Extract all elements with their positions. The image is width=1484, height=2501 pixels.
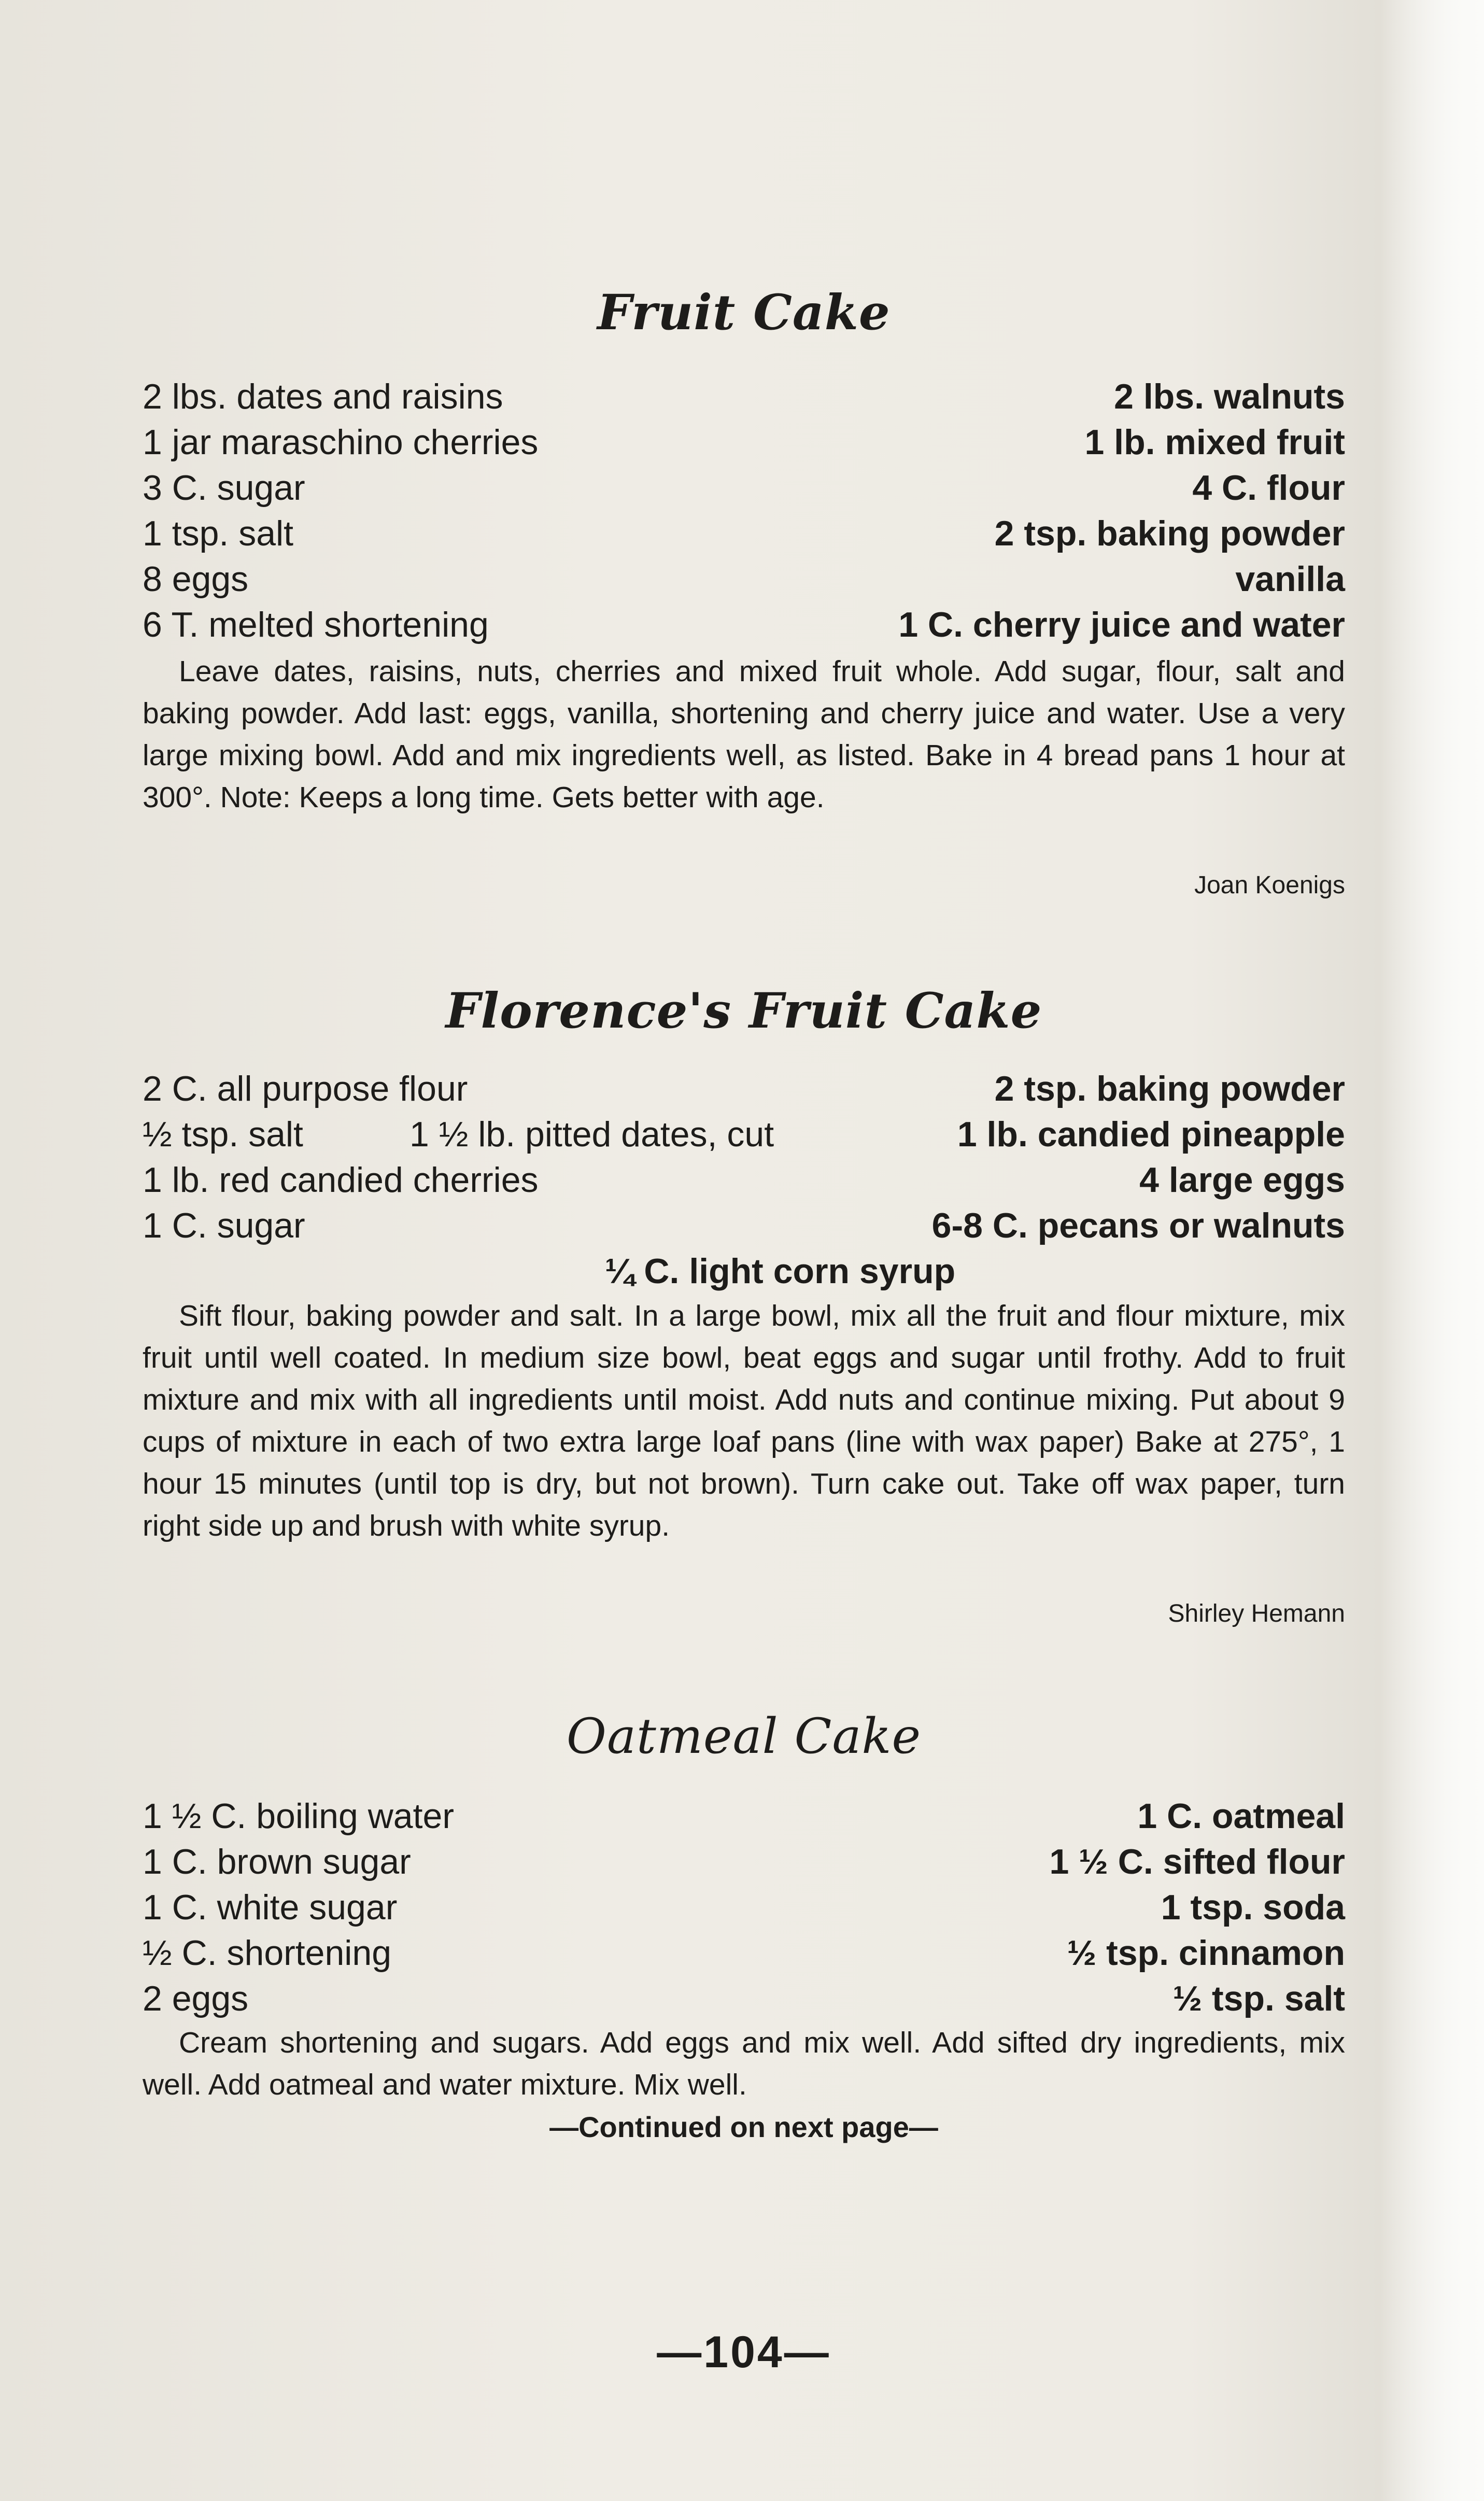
- ingredient-row: [143, 1202, 1345, 1249]
- ingredient-left: 1 ½ C. boiling water: [143, 1796, 454, 1836]
- ingredient-right: 1 C. oatmeal: [1137, 1796, 1345, 1836]
- ingredient-left: 1 tsp. salt: [143, 514, 294, 553]
- ingredient-left: 6 T. melted shortening: [143, 605, 489, 644]
- ingredient-right: 1 ½ C. sifted flour: [1049, 1842, 1345, 1881]
- ingredient-row: [143, 1065, 1345, 1112]
- ingredient-row: [143, 465, 1345, 511]
- ingredient-right: 2 tsp. baking powder: [994, 514, 1345, 553]
- ingredient-left: 1 lb. red candied cherries: [143, 1160, 539, 1200]
- ingredient-right: 4 large eggs: [1139, 1160, 1345, 1200]
- ingredient-row: [143, 556, 1345, 602]
- ingredient-left: 1 jar maraschino cherries: [143, 423, 539, 462]
- recipe-title-fruit-cake: Fruit Cake: [597, 284, 891, 341]
- ingredient-row: [143, 1884, 1345, 1931]
- ingredient-row: [143, 1248, 1345, 1295]
- continued-note: —Continued on next page—: [549, 2111, 938, 2143]
- ingredient-left: 2 lbs. dates and raisins: [143, 377, 503, 416]
- ingredient-right: vanilla: [1235, 559, 1345, 599]
- ingredient-right: 2 lbs. walnuts: [1114, 377, 1345, 416]
- ingredient-center: ¼ C. light corn syrup: [604, 1252, 956, 1291]
- recipe-directions: Cream shortening and sugars. Add eggs and mix well. Add sifted dry ingredients, mix well. Add oatmeal and water mixture. Mix well.: [143, 2026, 1345, 2101]
- ingredient-right: 1 lb. mixed fruit: [1084, 423, 1345, 462]
- ingredient-middle: 1 ½ lb. pitted dates, cut: [409, 1115, 774, 1154]
- ingredient-row: [143, 1111, 1345, 1158]
- page-number: —104—: [657, 2327, 831, 2377]
- ingredient-row: [143, 373, 1345, 420]
- recipe-directions: Sift flour, baking powder and salt. In a large bowl, mix all the fruit and flour mixture, mix fruit until well coated. In medium size bowl, beat eggs and sugar until frothy. Add to fruit mixture and mix with all ingredients until moist. Add nuts and continue mixing. Put about 9 cups of mixture in each of two extra large loaf pans (line with wax paper) Bake at 275°, 1 hour 15 minutes (until top is dry, but not brown). Turn cake out. Take off wax paper, turn right side up and brush with white syrup.: [143, 1299, 1345, 1542]
- ingredient-right: 1 lb. candied pineapple: [957, 1115, 1345, 1154]
- ingredient-row: [143, 1930, 1345, 1976]
- page-fold-shadow: [1380, 0, 1484, 2501]
- ingredient-right: ½ tsp. salt: [1172, 1979, 1345, 2018]
- ingredient-left: 2 C. all purpose flour: [143, 1069, 468, 1108]
- ingredient-row: [143, 1793, 1345, 1839]
- recipe-title-florences-fruit-cake: Florence's Fruit Cake: [445, 982, 1042, 1039]
- ingredient-left: 8 eggs: [143, 559, 249, 599]
- ingredient-left: 1 C. brown sugar: [143, 1842, 411, 1881]
- ingredient-left: 2 eggs: [143, 1979, 249, 2018]
- ingredient-right: 4 C. flour: [1192, 468, 1345, 508]
- ingredient-right: 1 tsp. soda: [1161, 1888, 1345, 1927]
- recipe-credit: Joan Koenigs: [1194, 872, 1345, 899]
- ingredient-left: ½ tsp. salt: [143, 1115, 303, 1154]
- ingredient-row: [143, 1157, 1345, 1203]
- recipe-credit: Shirley Hemann: [1168, 1600, 1345, 1627]
- ingredient-right: 6-8 C. pecans or walnuts: [931, 1206, 1345, 1245]
- ingredient-right: 1 C. cherry juice and water: [898, 605, 1345, 644]
- ingredient-row: [143, 1975, 1345, 2022]
- ingredient-row: [143, 601, 1345, 648]
- ingredient-row: [143, 419, 1345, 466]
- ingredient-row: [143, 1838, 1345, 1885]
- ingredient-row: [143, 510, 1345, 557]
- ingredient-left: 3 C. sugar: [143, 468, 305, 508]
- ingredient-right: ½ tsp. cinnamon: [1067, 1933, 1345, 1973]
- recipe-directions: Leave dates, raisins, nuts, cherries and mixed fruit whole. Add sugar, flour, salt and baking powder. Add last: eggs, vanilla, shortening and cherry juice and water. Use a very large mixing bowl. Add and mix ingredients well, as listed. Bake in 4 bread pans 1 hour at 300°. Note: Keeps a long time. Gets better with age.: [143, 655, 1345, 814]
- recipe-title-oatmeal-cake: Oatmeal Cake: [566, 1708, 922, 1765]
- ingredient-left: 1 C. white sugar: [143, 1888, 398, 1927]
- ingredient-left: ½ C. shortening: [143, 1933, 392, 1973]
- ingredient-left: 1 C. sugar: [143, 1206, 305, 1245]
- ingredient-right: 2 tsp. baking powder: [994, 1069, 1345, 1108]
